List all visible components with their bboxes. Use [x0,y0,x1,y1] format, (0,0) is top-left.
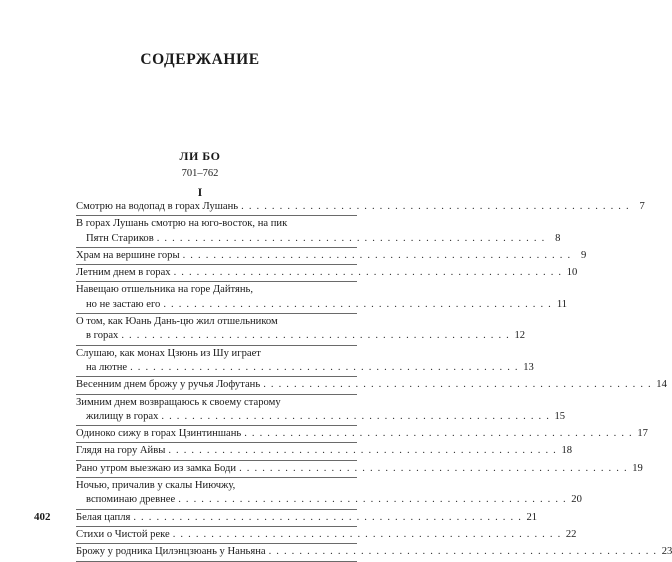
toc-entry-page: 18 [561,445,573,457]
dot-leader: . . . . . . . . . . . . . . . . . . . . . . . . . . . . . . . . . . . . . . . . . . . . . . . . . . . [156,232,546,244]
toc-entry-page: 22 [565,528,577,540]
toc-entry-page: 20 [571,494,582,506]
toc-entry [76,377,667,394]
toc-entry-title: Зимним днем возвращаюсь к своему старому [76,396,281,408]
toc-entry-title: Одиноко сижу в горах Цзинтиншань [76,428,242,440]
toc-entry-title: Слушаю, как монах Цзюнь из Шу играет [76,347,261,359]
toc-entry-title: Весенним днем брожу у ручья Лофутань [76,379,261,391]
dot-leader: . . . . . . . . . . . . . . . . . . . . . . . . . . . . . . . . . . . . . . . . . . . . . . . . . . . [173,267,563,279]
toc-entry-title: но не застаю его [86,298,161,310]
dot-leader: . . . . . . . . . . . . . . . . . . . . . . . . . . . . . . . . . . . . . . . . . . . . . . . . . . . [161,410,551,422]
toc-entry-line [76,361,534,375]
toc-entry-page: 23 [661,546,672,558]
toc-entry-line [76,232,561,246]
toc-entry [76,544,672,561]
toc-entry-title: Навещаю отшельника на горе Дайтянь, [76,284,254,296]
toc-entry [76,461,643,478]
toc-entry [76,426,648,443]
toc-entry-page: 13 [523,361,534,373]
section-numeral: I [197,185,203,199]
toc-entry [76,395,566,427]
toc-entry-title: Храм на вершине горы [76,249,180,261]
toc-entry-title: на лютне [86,361,128,373]
toc-entry-page: 12 [514,330,526,342]
toc-entry-page: 19 [632,462,643,474]
toc-entry-line [76,298,568,312]
dot-leader: . . . . . . . . . . . . . . . . . . . . . . . . . . . . . . . . . . . . . . . . . . . . . . . . . . . [268,546,658,558]
toc-entry [76,443,573,460]
toc-entry-line [76,200,645,214]
toc-entry-line [76,545,672,559]
table-of-contents [76,199,672,562]
toc-entry-line [76,427,648,441]
toc-entry [76,478,582,510]
toc-entry-line [76,378,667,392]
toc-entry-title: Пятн Стариков [86,232,154,244]
toc-entry-title: жилищу в горах [86,410,159,422]
dot-leader: . . . . . . . . . . . . . . . . . . . . . . . . . . . . . . . . . . . . . . . . . . . . . . . . . . . [172,528,562,540]
toc-entry-line [76,249,587,263]
toc-entry [76,199,645,216]
toc-entry [76,314,526,346]
dot-leader: . . . . . . . . . . . . . . . . . . . . . . . . . . . . . . . . . . . . . . . . . . . . . . . . . . . [239,462,628,474]
toc-entry-line [76,410,566,424]
toc-entry-line [76,493,582,507]
toc-entry-title: Стихи о Чистой реке [76,528,170,540]
toc-entry-title: вспоминаю древнее [86,494,176,506]
page-number: 402 [34,511,51,523]
toc-entry-title: Смотрю на водопад в горах Лушань [76,201,239,212]
toc-entry [76,527,577,544]
toc-entry-page: 17 [637,428,648,440]
toc-entry [76,282,568,314]
toc-entry-line [76,462,643,476]
toc-entry-title: Ночью, причалив у скалы Ниючжу, [76,480,236,492]
toc-entry-page: 9 [581,249,587,261]
toc-entry-line [76,528,577,542]
dot-leader: . . . . . . . . . . . . . . . . . . . . . . . . . . . . . . . . . . . . . . . . . . . . . . . . . . . [244,428,633,440]
toc-entry-title: В горах Лушань смотрю на юго-восток, на пик [76,218,288,230]
toc-entry [76,510,538,527]
dot-leader: . . . . . . . . . . . . . . . . . . . . . . . . . . . . . . . . . . . . . . . . . . . . . . . . . . . [133,511,523,523]
toc-entry-line [76,396,357,410]
dot-leader: . . . . . . . . . . . . . . . . . . . . . . . . . . . . . . . . . . . . . . . . . . . . . . . . . . . [182,249,572,261]
toc-entry-line [76,315,357,329]
toc-entry-page: 11 [556,298,568,310]
toc-entry-page: 15 [554,410,566,422]
toc-entry-line [76,347,357,361]
toc-entry-title: О том, как Юань Дань-цю жил отшельником [76,316,278,328]
toc-entry-title: Брожу у родника Цилэнцзюань у Наньяна [76,546,266,558]
toc-entry-title: в горах [86,330,119,342]
dot-leader: . . . . . . . . . . . . . . . . . . . . . . . . . . . . . . . . . . . . . . . . . . . . . . . . . . . [168,445,558,457]
toc-entry-page: 8 [555,232,561,244]
toc-entry [76,265,578,282]
toc-entry-line [76,283,357,297]
toc-entry [76,346,534,378]
dot-leader: . . . . . . . . . . . . . . . . . . . . . . . . . . . . . . . . . . . . . . . . . . . . . . . . . . . [263,379,652,391]
toc-entry-page: 14 [656,379,667,391]
toc-entry-line [76,511,538,525]
dot-leader: . . . . . . . . . . . . . . . . . . . . . . . . . . . . . . . . . . . . . . . . . . . . . . . . . . . [241,201,630,212]
toc-entry [76,248,587,265]
author-years: 701–762 [181,168,219,179]
dot-leader: . . . . . . . . . . . . . . . . . . . . . . . . . . . . . . . . . . . . . . . . . . . . . . . . . . . [121,330,511,342]
author-name: ЛИ БО [179,149,221,163]
dot-leader: . . . . . . . . . . . . . . . . . . . . . . . . . . . . . . . . . . . . . . . . . . . . . . . . . . . [130,361,519,373]
toc-entry-line [76,479,357,493]
toc-entry-line [76,444,573,458]
toc-entry-page: 7 [639,201,645,212]
toc-entry-line [76,329,526,343]
toc-entry-line [76,217,357,231]
dot-leader: . . . . . . . . . . . . . . . . . . . . . . . . . . . . . . . . . . . . . . . . . . . . . . . . . . . [163,298,553,310]
toc-entry-title: Летним днем в горах [76,267,171,279]
toc-entry [76,216,561,248]
toc-entry-title: Рано утром выезжаю из замка Боди [76,462,237,474]
toc-entry-title: Глядя на гору Айвы [76,445,166,457]
toc-entry-page: 21 [526,511,538,523]
toc-entry-line [76,266,578,280]
toc-entry-page: 10 [566,267,578,279]
toc-entry-title: Белая цапля [76,511,131,523]
page-title: СОДЕРЖАНИЕ [140,51,260,68]
dot-leader: . . . . . . . . . . . . . . . . . . . . . . . . . . . . . . . . . . . . . . . . . . . . . . . . . . . [178,494,567,506]
